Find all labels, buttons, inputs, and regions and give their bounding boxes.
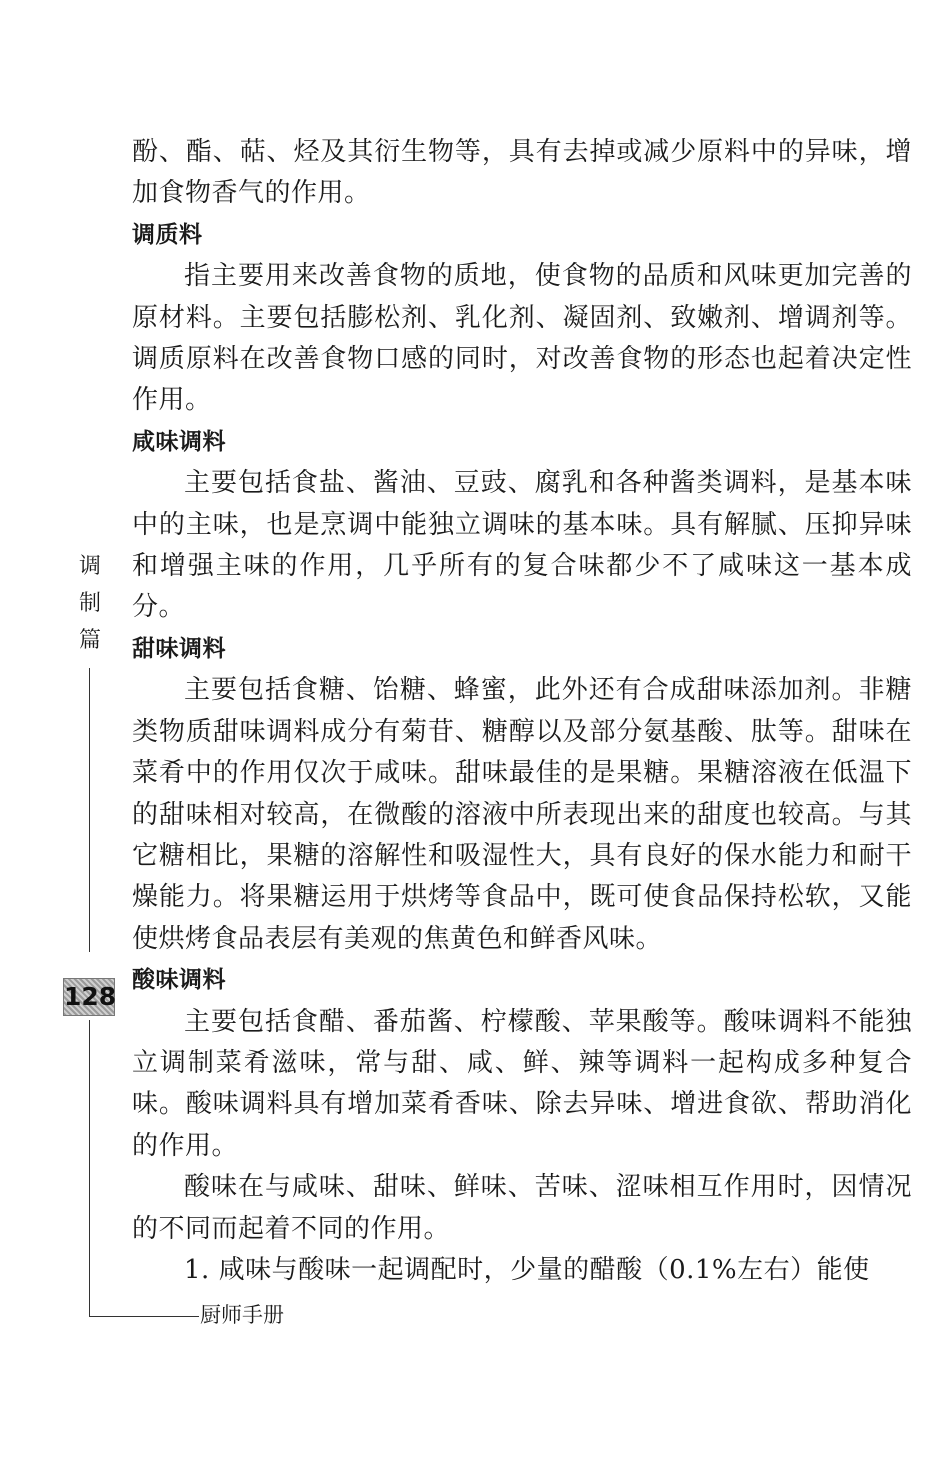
section-label (76, 548, 104, 659)
section-label-char: 篇 (78, 628, 101, 653)
section-heading-salty: 咸味调料 (132, 428, 226, 455)
section-heading-texture: 调质料 (132, 221, 203, 248)
paragraph-texture: 指主要用来改善食物的质地，使食物的品质和风味更加完善的原材料。主要包括膨松剂、乳化剂、凝固剂、致嫩剂、增调剂等。调质原料在改善食物口感的同时，对改善食物的形态也起着决定性作用。 (132, 261, 912, 416)
section-heading-sweet: 甜味调料 (132, 635, 226, 662)
page-number: 128 (63, 978, 115, 1016)
paragraph-sour: 主要包括食醋、番茄酱、柠檬酸、苹果酸等。酸味调料不能独立调制菜肴滋味，常与甜、咸、鲜、辣等调料一起构成多种复合味。酸味调料具有增加菜肴香味、除去异味、增进食欲、帮助消化的作用。 (132, 1006, 912, 1161)
book-title: 厨师手册 (200, 1303, 284, 1327)
paragraph-sweet: 主要包括食糖、饴糖、蜂蜜，此外还有合成甜味添加剂。非糖类物质甜味调料成分有菊苷、糖醇以及部分氨基酸、肽等。甜味在菜肴中的作用仅次于咸味。甜味最佳的是果糖。果糖溶液在低温下的甜味相对较高，在微酸的溶液中所表现出来的甜度也较高。与其它糖相比，果糖的溶解性和吸湿性大，具有良好的保水能力和耐干燥能力。将果糖运用于烘烤等食品中，既可使食品保持松软，又能使烘烤食品表层有美观的焦黄色和鲜香风味。 (132, 675, 912, 954)
margin-rule-bottom (89, 1020, 90, 1316)
paragraph-salty: 主要包括食盐、酱油、豆豉、腐乳和各种酱类调料，是基本味中的主味，也是烹调中能独立调味的基本味。具有解腻、压抑异味和增强主味的作用，几乎所有的复合味都少不了咸味这一基本成分。 (132, 468, 912, 623)
margin-rule-top (89, 668, 90, 952)
paragraph-list-item-1: 1. 咸味与酸味一起调配时，少量的醋酸（0.1%左右）能使 (184, 1254, 870, 1285)
section-heading-sour: 酸味调料 (132, 967, 226, 994)
section-label-char: 调 (78, 554, 101, 579)
paragraph-continued: 酚、酯、萜、烃及其衍生物等，具有去掉或减少原料中的异味，增加食物香气的作用。 (132, 137, 912, 209)
section-label-char: 制 (78, 591, 101, 616)
main-text (132, 132, 912, 1291)
paragraph-sour-interaction: 酸味在与咸味、甜味、鲜味、苦味、涩味相互作用时，因情况的不同而起着不同的作用。 (132, 1172, 912, 1244)
footer-rule (89, 1316, 199, 1317)
